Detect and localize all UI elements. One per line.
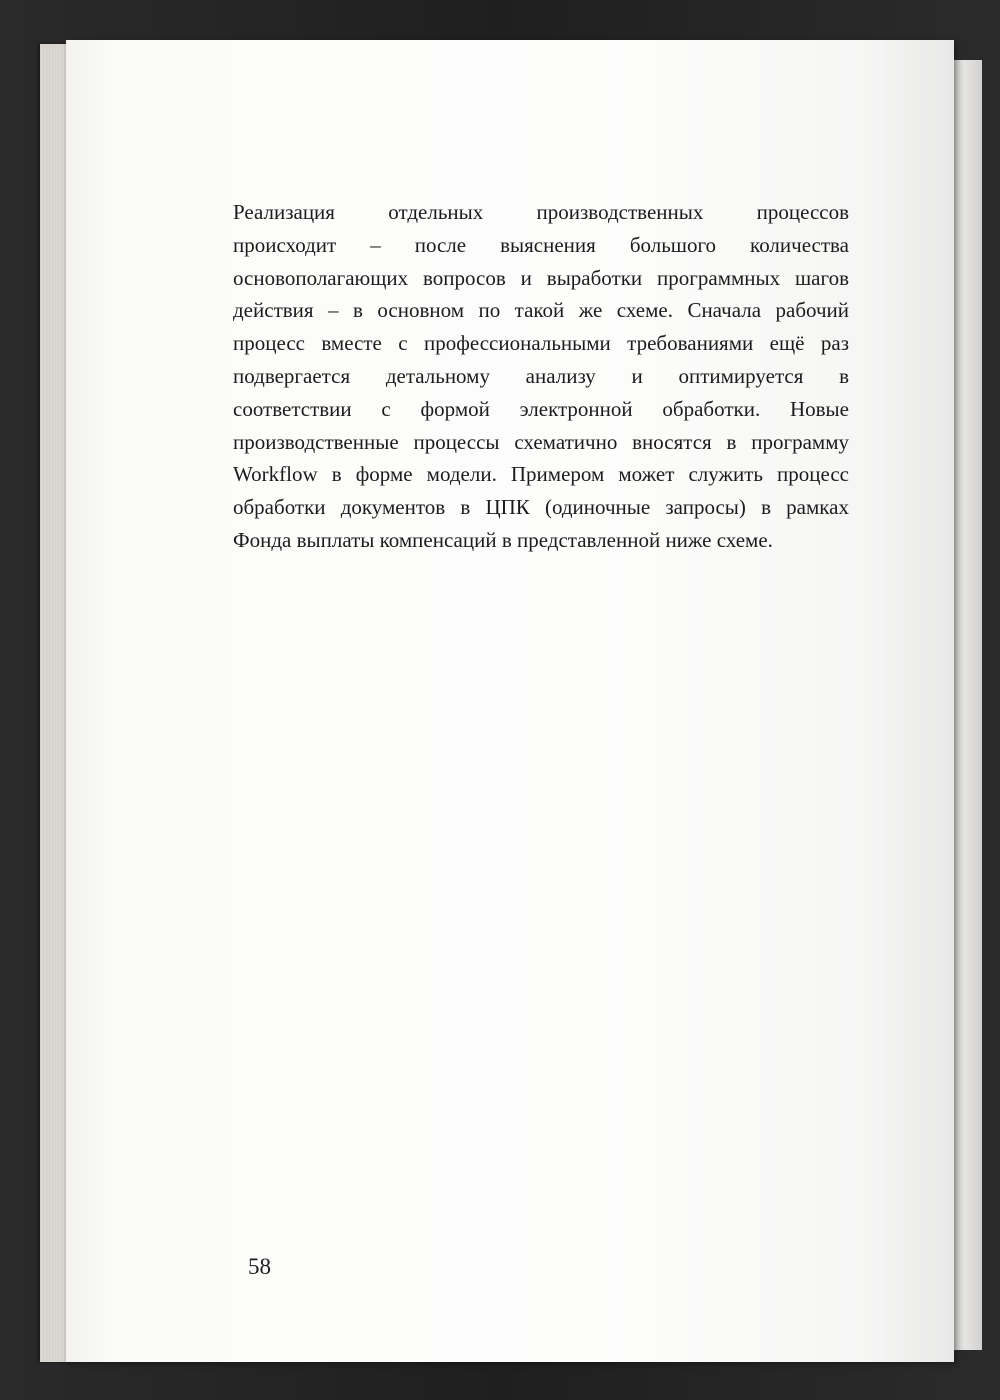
text-line: процесс вместе с профессиональными требованиями ещё раз <box>233 331 849 356</box>
next-page-edge <box>952 60 982 1350</box>
text-line: обработки документов в ЦПК (одиночные запросы) в рамках <box>233 495 849 520</box>
body-paragraph <box>233 196 849 557</box>
text-line: соответствии с формой электронной обработки. Новые <box>233 396 849 421</box>
text-line: действия – в основном по такой же схеме. Сначала рабочий <box>233 298 849 323</box>
page-number: 58 <box>248 1254 271 1279</box>
text-line: Реализация отдельных производственных процессов <box>233 200 849 224</box>
text-line: основополагающих вопросов и выработки программных шагов <box>233 265 849 290</box>
text-line: подвергается детальному анализу и оптимируется в <box>233 363 849 388</box>
text-line-last: Фонда выплаты компенсаций в представленной ниже схеме. <box>233 527 773 552</box>
text-line: происходит – после выяснения большого количества <box>233 232 849 257</box>
text-line: Workflow в форме модели. Примером может служить процесс <box>233 462 849 487</box>
text-line: производственные процессы схематично вносятся в программу <box>233 429 849 454</box>
